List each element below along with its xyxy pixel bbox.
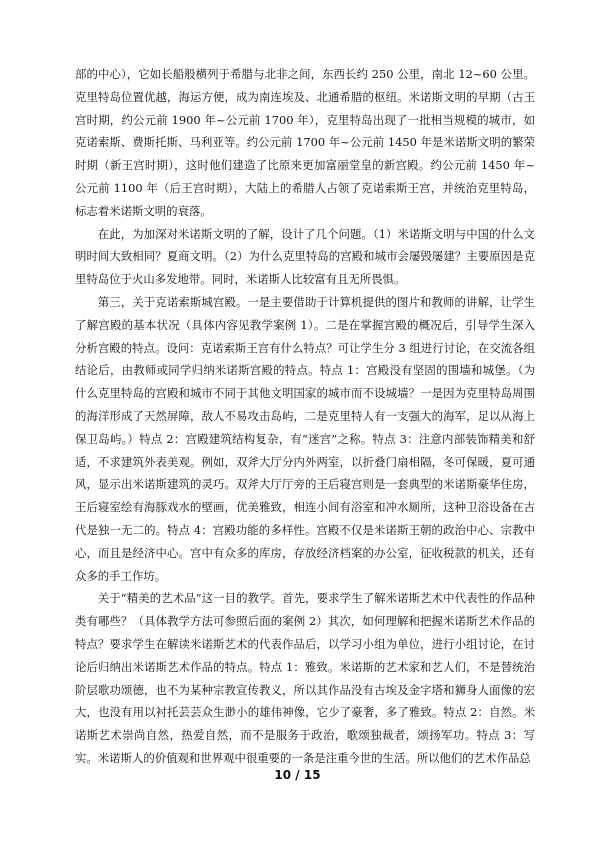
paragraph-questions: 在此，为加深对米诺斯文明的了解，设计了几个问题。（1）米诺斯文明与中国的什么文明时间大致相同？夏商文明。（2）为什么克里特岛的宫殿和城市会屡毁屡建？主要原因是克里特岛位于火山多发地带。同时，米诺斯人比较富有且无所畏惧。 xyxy=(75,226,535,287)
page-number: 10 / 15 xyxy=(274,768,321,782)
paragraph-art-works: 关于“精美的艺术品”这一目的教学。首先，要求学生了解米诺斯艺术中代表性的作品种类有哪些？（具体教学方法可参照后面的案例 2）其次，如何理解和把握米诺斯艺术作品的特点？要求学生在解读米诺斯艺术的代表作品后，以学习小组为单位，进行小组讨论，在讨论后归纳出米诺斯艺术作品的特点。特点 1：雅致。米诺斯的艺术家和艺人们，不是替统治阶层歌功颂德，也不为某种宗教宣传教义，所以其作品没有古埃及金字塔和狮身人面像的宏大，也没有用以衬托芸芸众生渺小的雄伟神像，它少了豪奢，多了雅致。特点 2：自然。米诺斯艺术崇尚自然，热爱自然，而不是服务于政治，歌颂独裁者，颂扬军功。特点 3：写实。米诺斯人的价值观和世界观中很重要的一条是注重今世的生活。所以他们的艺术作品总 xyxy=(75,591,535,765)
paragraph-minoan-overview: 部的中心），它如长船般横列于希腊与北非之间，东西长约 250 公里，南北 12~60 公里。克里特岛位置优越，海运方便，成为南连埃及、北通希腊的枢纽。米诺斯文明的早期（古王宫时期，约公元前 1900 年~公元前 1700 年），克里特岛出现了一批相当规模的城市，如克诺索斯、费斯托斯、马利亚等。约公元前 1700 年~公元前 1450 年是米诺斯文明的繁荣时期（新王宫时期），这时他们建造了比原来更加富丽堂皇的新宫殿。约公元前 1450 年~公元前 1100 年（后王宫时期），大陆上的希腊人占领了克诺索斯王宫，并统治克里特岛，标志着米诺斯文明的衰落。 xyxy=(75,67,535,218)
page-body xyxy=(75,63,535,770)
paragraph-knossos-palace: 第三，关于克诺索斯城宫殿。一是主要借助于计算机提供的图片和教师的讲解，让学生了解宫殿的基本状况（具体内容见教学案例 1）。二是在掌握宫殿的概况后，引导学生深入分析宫殿的特点。设问：克诺索斯王宫有什么特点？可让学生分 3 组进行讨论，在交流各组结论后，由教师或同学归纳米诺斯宫殿的特点。特点 1：宫殿没有坚固的围墙和城堡。（为什么克里特岛的宫殿和城市不同于其他文明国家的城市而不设城墙？一是因为克里特岛周围的海洋形成了天然屏障，敌人不易攻击岛屿，二是克里特人有一支强大的海军，足以从海上保卫岛屿。）特点 2：宫殿建筑结构复杂，有“迷宫”之称。特点 3：注意内部装饰精美和舒适，不求建筑外表美观。例如，双斧大厅分内外两室，以折叠门扇相隔，冬可保暖，夏可通风，显示出米诺斯建筑的灵巧。双斧大厅厅旁的王后寝宫则是一套典型的米诺斯豪华住房，王后寝室绘有海豚戏水的壁画，优美雅致，相连小间有浴室和冲水厕所，这种卫浴设备在古代是独一无二的。特点 4：宫殿功能的多样性。宫殿不仅是米诺斯王朝的政治中心、宗教中心，而且是经济中心。宫中有众多的库房，存放经济档案的办公室，征收税款的机关，还有众多的手工作坊。 xyxy=(75,294,535,583)
